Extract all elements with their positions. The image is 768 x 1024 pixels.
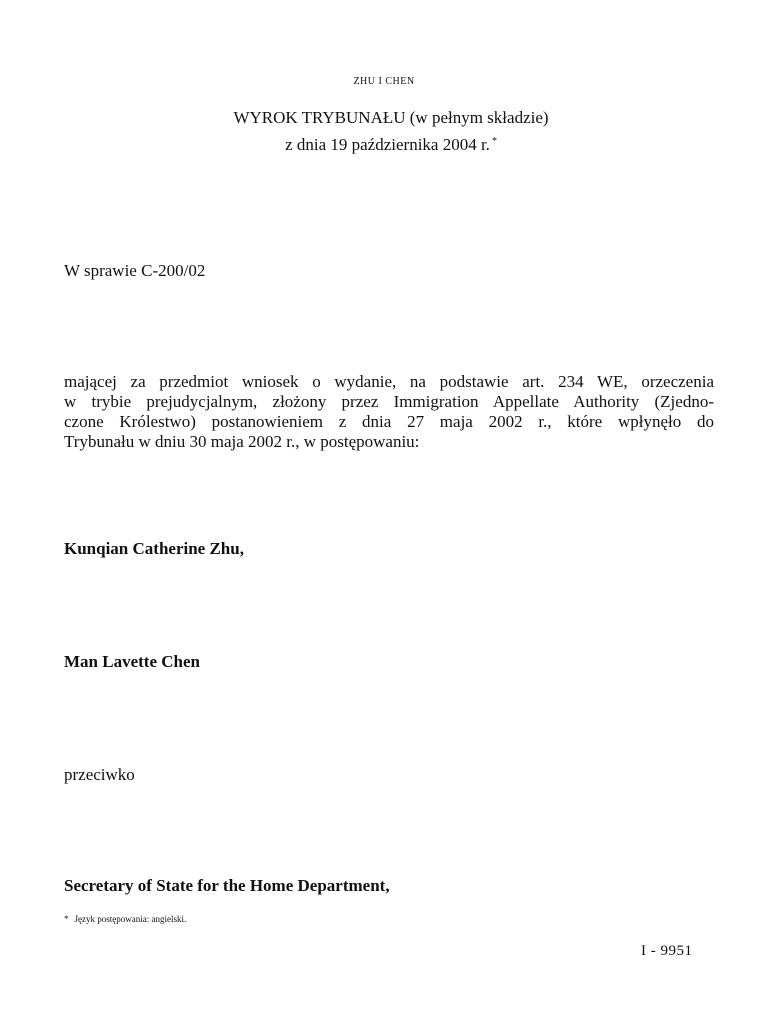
paragraph-line-2: w trybie prejudycjalnym, złożony przez Immigration Appellate Authority (Zjedno-	[64, 392, 714, 411]
footnote-reference: *	[491, 136, 497, 147]
versus-label: przeciwko	[64, 765, 135, 784]
judgment-date-text: z dnia 19 października 2004 r.	[285, 135, 490, 154]
footnote-text: Język postępowania: angielski.	[74, 914, 187, 924]
paragraph-line-1: mającej za przedmiot wniosek o wydanie, na podstawie art. 234 WE, orzeczenia	[64, 372, 714, 391]
paragraph-line-4: Trybunału w dniu 30 maja 2002 r., w postępowaniu:	[64, 432, 420, 451]
footnote	[64, 914, 186, 924]
reference-paragraph	[64, 372, 714, 452]
party-applicant-1: Kunqian Catherine Zhu,	[64, 539, 244, 558]
judgment-date	[0, 133, 768, 157]
party-respondent: Secretary of State for the Home Department,	[64, 876, 390, 895]
paragraph-line-3: czone Królestwo) postanowieniem z dnia 27 maja 2002 r., które wpłynęło do	[64, 412, 714, 431]
party-applicant-2: Man Lavette Chen	[64, 652, 200, 671]
running-head: ZHU I CHEN	[353, 76, 415, 87]
case-number-line: W sprawie C-200/02	[64, 261, 206, 280]
footnote-marker: *	[64, 914, 69, 924]
page-number: I - 9951	[641, 943, 693, 959]
judgment-title: WYROK TRYBUNAŁU (w pełnym składzie)	[233, 108, 549, 127]
